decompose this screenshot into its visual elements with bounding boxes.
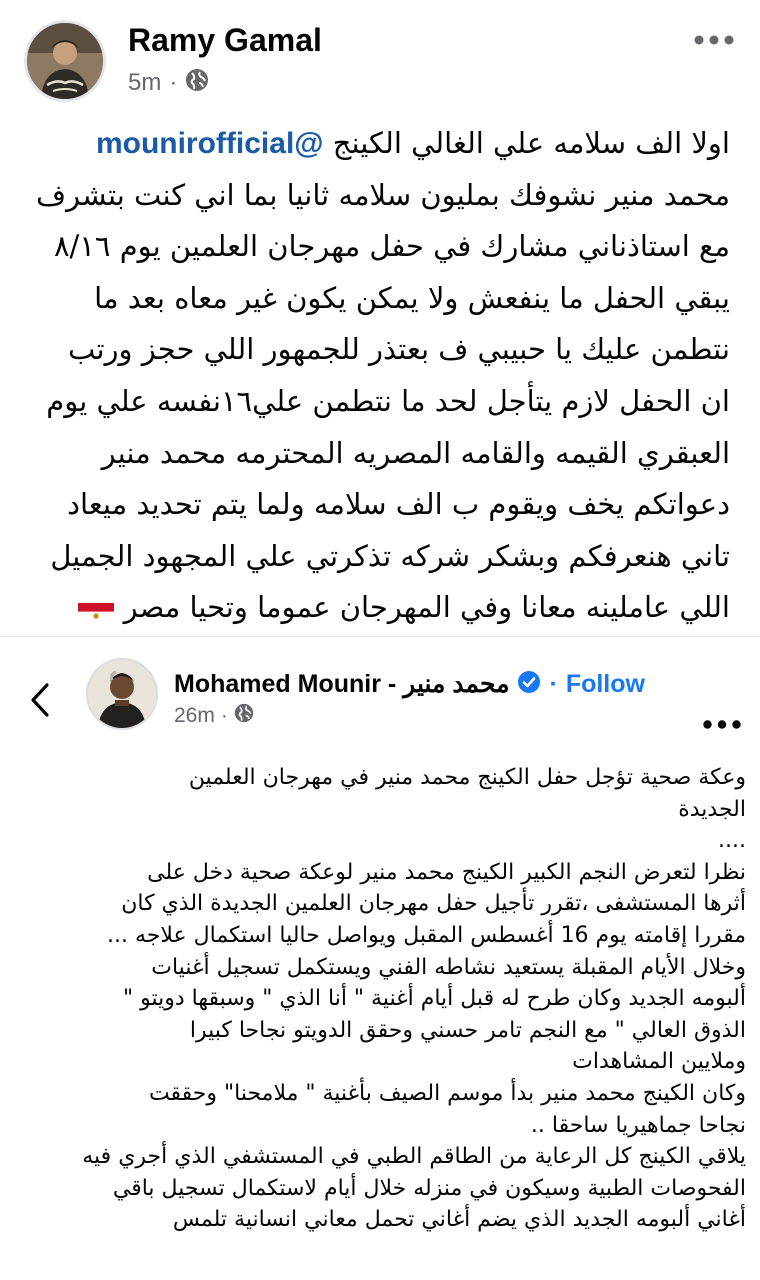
shared-post-line: وملايين المشاهدات — [572, 1049, 746, 1075]
verified-badge-icon — [517, 670, 541, 698]
mention-link[interactable]: @mounirofficial — [95, 127, 324, 160]
more-horizontal-icon — [694, 35, 734, 45]
avatar-image-icon — [27, 23, 103, 99]
follow-button[interactable]: Follow — [565, 669, 645, 698]
shared-post-line: .... — [718, 828, 746, 854]
shared-post-line: مقررا إقامته يوم 16 أغسطس المقبل ويواصل حاليا استكمال علاجه ... — [107, 922, 746, 948]
post-line-text: اولا الف سلامه علي الغالي الكينج — [332, 126, 730, 160]
shared-post-text — [22, 762, 746, 1236]
post-line: العبقري القيمه والقامه المصريه المحترمه محمد منير — [101, 435, 730, 470]
post-line: مع استاذناني مشارك في حفل مهرجان العلمين يوم ٨/١٦ — [53, 229, 730, 264]
shared-author-avatar[interactable] — [86, 658, 158, 730]
author-avatar[interactable] — [24, 20, 106, 102]
post-line — [18, 118, 730, 170]
post-meta — [128, 68, 209, 98]
globe-icon — [185, 68, 209, 99]
author-name[interactable]: Ramy Gamal — [128, 22, 322, 58]
meta-separator: · — [169, 69, 178, 96]
post-line: تاني هنعرفكم وبشكر شركه تذكرتي علي المجهود الجميل — [50, 538, 730, 573]
shared-post-more-button[interactable] — [698, 712, 746, 736]
shared-post-line: أغاني ألبومه الجديد الذي يضم أغاني تحمل معاني انسانية تلمس — [172, 1207, 746, 1233]
globe-icon — [234, 703, 254, 729]
post-time[interactable]: 5m — [128, 69, 162, 96]
shared-post-time[interactable]: 26m — [174, 704, 215, 727]
post-line — [18, 582, 730, 634]
shared-post-meta — [174, 702, 254, 730]
shared-post-line: الفحوصات الطبية وسيكون في منزله خلال أيام لاستكمال تسجيل باقي — [112, 1175, 746, 1201]
shared-meta-separator: · — [220, 704, 228, 727]
shared-post-line: الذوق العالي " مع النجم تامر حسني وحقق الدويتو نجاحا كبيرا — [189, 1017, 746, 1043]
shared-post-line: الجديدة — [678, 796, 746, 822]
chevron-left-icon — [29, 682, 51, 718]
shared-post-line: وعكة صحية تؤجل حفل الكينج محمد منير في مهرجان العلمين — [188, 765, 746, 790]
follow-separator: · — [549, 669, 558, 698]
shared-post-line: وكان الكينج محمد منير بدأ موسم الصيف بأغنية " ملامحنا" وحققت — [148, 1080, 746, 1106]
shared-post-divider — [0, 636, 760, 637]
shared-author-name[interactable]: Mohamed Mounir - محمد منير — [174, 670, 510, 698]
shared-author-row — [174, 664, 645, 704]
post-more-button[interactable] — [690, 26, 738, 54]
egypt-flag-icon — [78, 594, 114, 620]
post-line: محمد منير نشوفك بمليون سلامه ثانيا بما اني كنت بتشرف — [36, 177, 730, 212]
shared-post-line: يلاقي الكينج كل الرعاية من الطاقم الطبي في المستشفي الذي أجري فيه — [82, 1144, 746, 1170]
post-header — [24, 20, 740, 104]
shared-post-line: نظرا لتعرض النجم الكبير الكينج محمد منير لوعكة صحية دخل على — [147, 859, 746, 885]
avatar-image-icon — [88, 660, 156, 728]
shared-post-line: أثرها المستشفى ،تقرر تأجيل حفل مهرجان العلمين الجديدة الذي كان — [121, 891, 746, 917]
shared-post-line: ألبومه الجديد وكان طرح له قبل أيام أغنية " أنا الذي " وسبقها دويتو " — [122, 986, 746, 1012]
post-text — [18, 118, 730, 634]
shared-post-line: نجاحا جماهيريا ساحقا .. — [530, 1112, 746, 1138]
shared-post-line: وخلال الأيام المقبلة يستعيد نشاطه الفني ويستكمل تسجيل أغنيات — [151, 954, 746, 980]
post-line: دعواتكم يخف ويقوم ب الف سلامه ولما يتم تحديد ميعاد — [67, 487, 730, 522]
more-horizontal-icon — [703, 720, 741, 729]
post-line: نتطمن عليك يا حبيبي ف بعتذر للجمهور اللي حجز ورتب — [67, 332, 730, 367]
post-line: يبقي الحفل ما ينفعش ولا يمكن يكون غير معاه بعد ما — [94, 280, 730, 315]
post-line-text: اللي عاملينه معانا وفي المهرجان عموما وتحيا مصر — [123, 590, 730, 625]
post-line: ان الحفل لازم يتأجل لحد ما نتطمن علي١٦نفسه علي يوم — [46, 383, 730, 418]
back-button[interactable] — [20, 672, 60, 728]
